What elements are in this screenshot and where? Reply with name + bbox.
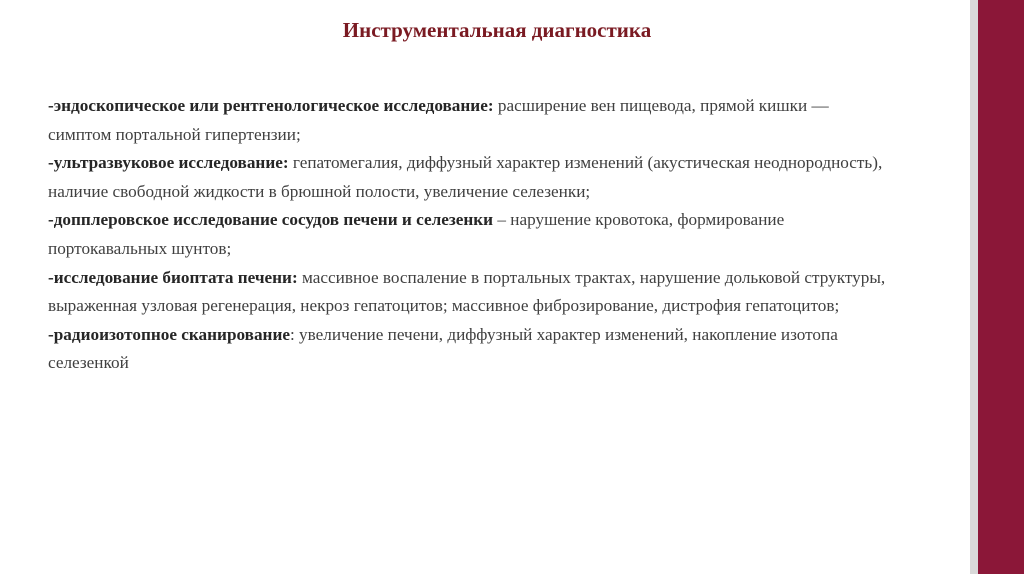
sidebar-accent-bar	[978, 0, 1024, 574]
slide-title: Инструментальная диагностика	[342, 18, 652, 42]
item-description: : увеличение печени, диффузный характер изменений, накопление изотопа селезенкой	[48, 324, 838, 373]
item-description: массивное воспаление в портальных трактах, нарушение дольковой структуры, выраженная узловая регенерация, некроз гепатоцитов; массивное фиброзирование, дистрофия гепатоцитов;	[48, 267, 886, 316]
item-term: -радиоизотопное сканирование	[48, 324, 290, 344]
item-term: -ультразвуковое исследование:	[48, 153, 289, 173]
item-description: расширение вен пищевода, прямой кишки — симптом портальной гипертензии;	[48, 96, 829, 144]
item-description: – нарушение кровотока, формирование портокавальных шунтов;	[48, 210, 785, 258]
list-item-biopsy	[48, 264, 888, 321]
list-item-endoscopy	[48, 92, 888, 149]
list-item-ultrasound	[48, 149, 888, 206]
item-description: гепатомегалия, диффузный характер изменений (акустическая неоднородность), наличие свободной жидкости в брюшной полости, увеличение селезенки;	[48, 153, 883, 201]
list-item-doppler	[48, 206, 888, 263]
item-term: -допплеровское исследование сосудов печени и селезенки	[48, 210, 494, 230]
list-item-radioisotope	[48, 321, 888, 378]
item-term: -эндоскопическое или рентгенологическое исследование:	[48, 96, 494, 115]
slide-body	[48, 92, 888, 378]
sidebar-divider	[970, 0, 978, 574]
item-term: -исследование биоптата печени:	[48, 267, 298, 287]
